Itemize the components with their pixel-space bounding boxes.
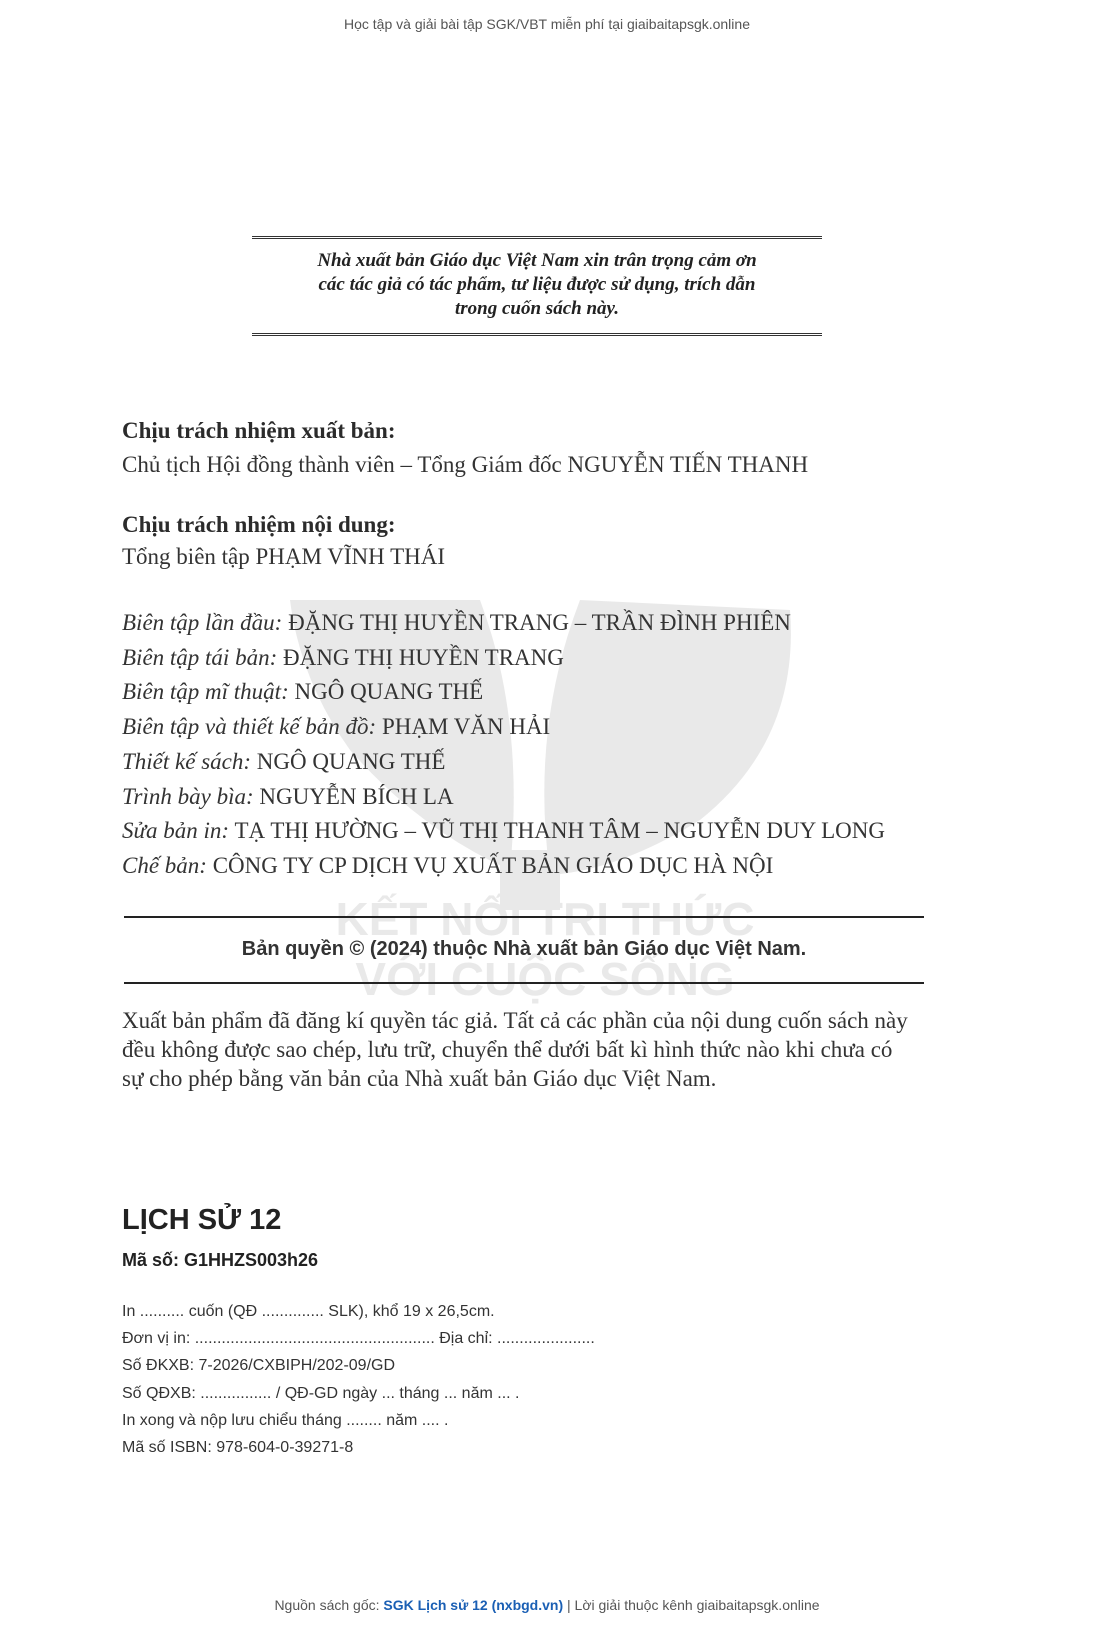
publishing-line: Chủ tịch Hội đồng thành viên – Tổng Giám đốc NGUYỄN TIẾN THANH — [122, 452, 809, 477]
credit-role: Biên tập tái bản: — [122, 644, 278, 670]
credit-names: PHẠM VĂN HẢI — [381, 714, 551, 740]
credit-row — [122, 780, 885, 815]
print-info-row: Đơn vị in: ...................................................... Địa chỉ: ...................... — [122, 1330, 595, 1348]
acknowledgement-line: Nhà xuất bản Giáo dục Việt Nam xin trân trọng cảm ơn — [317, 250, 757, 271]
book-title: LỊCH SỬ 12 — [122, 1204, 282, 1236]
credit-names: ĐẶNG THỊ HUYỀN TRANG – TRẦN ĐÌNH PHIÊN — [288, 610, 791, 635]
book-code: Mã số: G1HHZS003h26 — [122, 1250, 319, 1270]
credit-role: Chế bản: — [122, 852, 207, 878]
footer-suffix: | Lời giải thuộc kênh giaibaitapsgk.online — [567, 1597, 820, 1613]
credit-names: NGUYỄN BÍCH LA — [259, 783, 454, 809]
divider — [124, 916, 924, 918]
credit-names: TẠ THỊ HƯỜNG – VŨ THỊ THANH TÂM – NGUYỄN DUY LONG — [234, 818, 885, 844]
rights-line: sự cho phép bằng văn bản của Nhà xuất bản Giáo dục Việt Nam. — [122, 1066, 717, 1091]
credits-list — [122, 606, 885, 884]
rights-line: đều không được sao chép, lưu trữ, chuyển thể dưới bất kì hình thức nào khi chưa có — [122, 1037, 893, 1062]
credit-row — [122, 606, 885, 641]
credit-row — [122, 710, 885, 745]
credit-role: Thiết kế sách: — [122, 748, 252, 774]
print-info-row: In xong và nộp lưu chiểu tháng ........ năm .... . — [122, 1411, 449, 1429]
acknowledgement-box — [252, 236, 822, 336]
copyright-notice: Bản quyền © (2024) thuộc Nhà xuất bản Giáo dục Việt Nam. — [241, 938, 807, 960]
footer-prefix: Nguồn sách gốc: — [274, 1597, 380, 1613]
print-info-row: Số QĐXB: ................ / QĐ-GD ngày ... tháng ... năm ... . — [122, 1384, 520, 1402]
credit-role: Trình bày bìa: — [122, 783, 254, 809]
content-line: Tổng biên tập PHẠM VĨNH THÁI — [122, 544, 446, 569]
watermark-text: KẾT NỐI TRI THỨC — [335, 893, 755, 945]
acknowledgement-line: trong cuốn sách này. — [455, 298, 619, 319]
content-heading: Chịu trách nhiệm nội dung: — [122, 512, 396, 537]
source-link[interactable]: SGK Lịch sử 12 (nxbgd.vn) — [383, 1597, 564, 1613]
rights-line: Xuất bản phẩm đã đăng kí quyền tác giả. Tất cả các phần của nội dung cuốn sách này — [122, 1008, 908, 1033]
content-responsibility — [122, 512, 445, 570]
acknowledgement-line: các tác giả có tác phẩm, tư liệu được sử dụng, trích dẫn — [318, 274, 756, 295]
page-footer — [0, 1597, 1094, 1613]
credit-row — [122, 745, 885, 780]
credit-role: Sửa bản in: — [122, 818, 230, 844]
credit-role: Biên tập lần đầu: — [122, 610, 283, 635]
divider — [124, 982, 924, 984]
print-info-row: Mã số ISBN: 978-604-0-39271-8 — [122, 1439, 354, 1457]
rights-statement — [122, 1006, 952, 1093]
credit-names: NGÔ QUANG THẾ — [294, 679, 484, 705]
publishing-responsibility — [122, 418, 808, 478]
credit-role: Biên tập và thiết kế bản đồ: — [122, 714, 377, 740]
page-header: Học tập và giải bài tập SGK/VBT miễn phí tại giaibaitapsgk.online — [344, 16, 750, 32]
watermark-text: VỚI CUỘC SỐNG — [355, 953, 735, 1005]
credit-row — [122, 849, 885, 884]
credit-row — [122, 641, 885, 676]
credit-row — [122, 675, 885, 710]
print-info-row: Số ĐKXB: 7-2026/CXBIPH/202-09/GD — [122, 1357, 396, 1375]
print-info-row: In .......... cuốn (QĐ .............. SLK), khổ 19 x 26,5cm. — [122, 1303, 495, 1320]
credit-row — [122, 814, 885, 849]
credit-names: CÔNG TY CP DỊCH VỤ XUẤT BẢN GIÁO DỤC HÀ NỘI — [212, 852, 774, 878]
credit-role: Biên tập mĩ thuật: — [122, 679, 289, 705]
credit-names: NGÔ QUANG THẾ — [256, 748, 446, 774]
credit-names: ĐẶNG THỊ HUYỀN TRANG — [282, 644, 564, 670]
publishing-heading: Chịu trách nhiệm xuất bản: — [122, 418, 396, 443]
print-info — [122, 1298, 595, 1461]
